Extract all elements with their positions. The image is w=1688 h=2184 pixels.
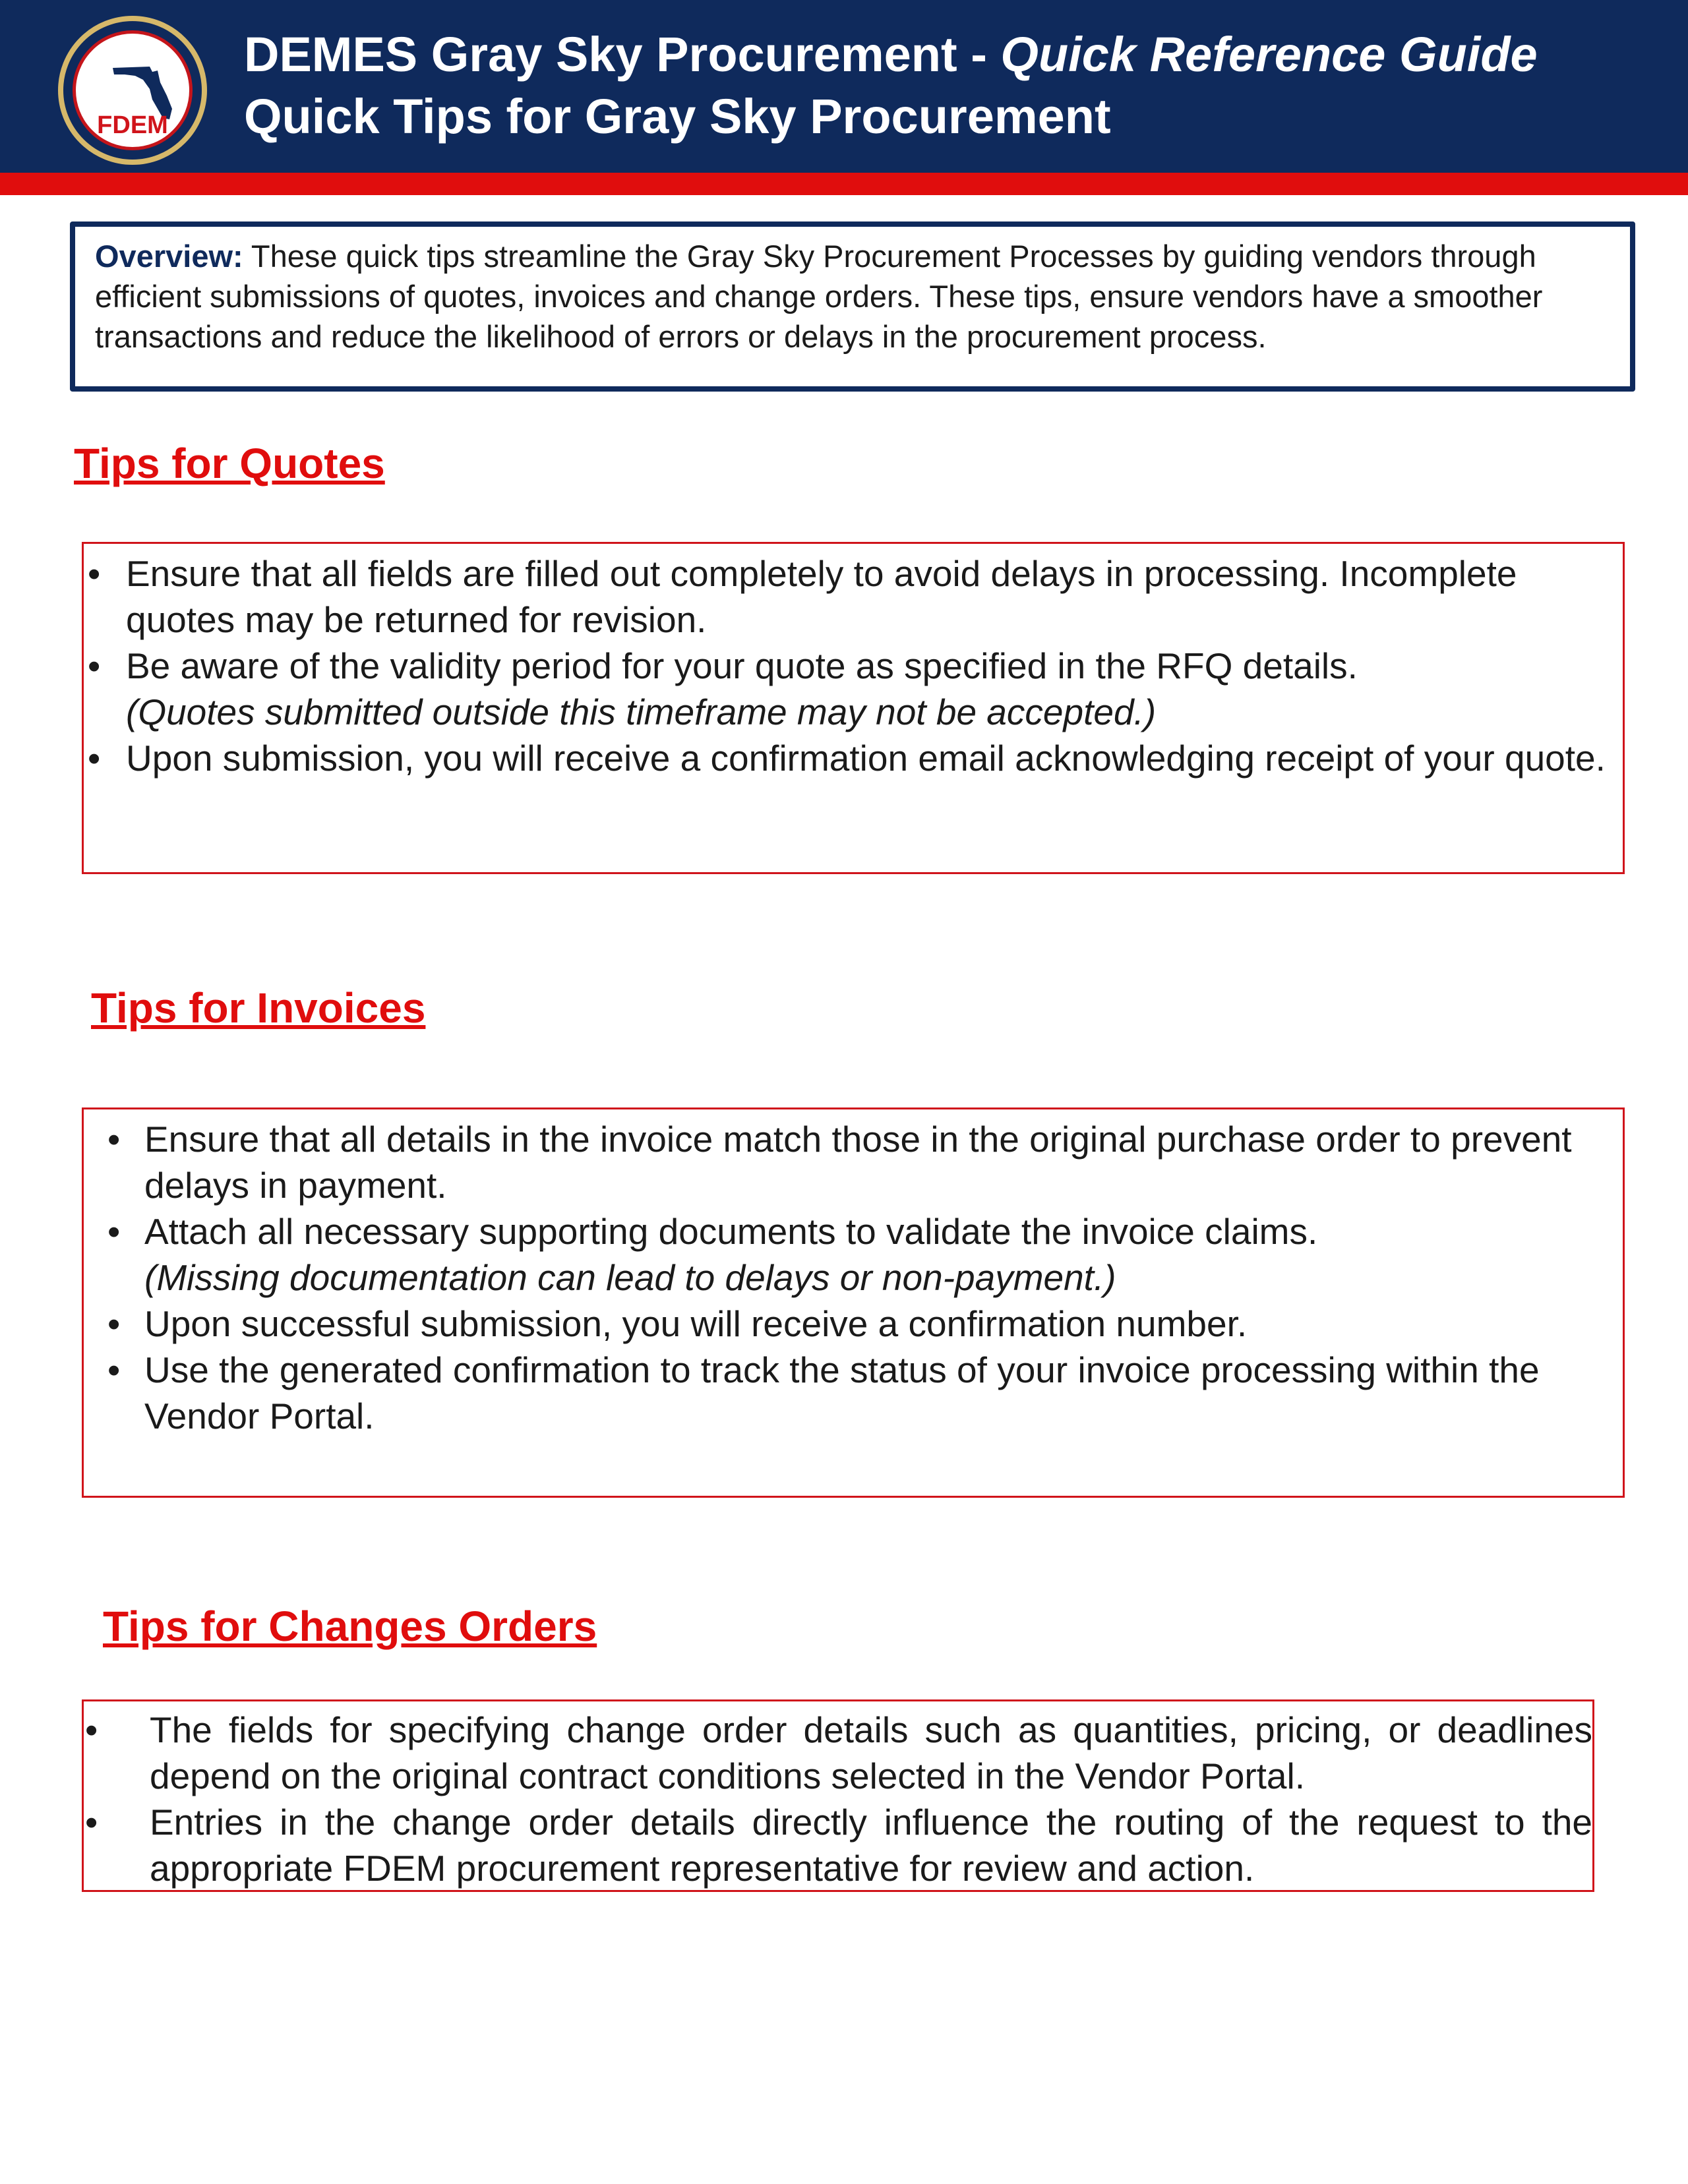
- list-item: • Upon submission, you will receive a confirmation email acknowledging receipt of your quote.: [88, 738, 1606, 779]
- page-subtitle: Quick Tips for Gray Sky Procurement: [244, 89, 1111, 144]
- change-order-tip-2: Entries in the change order details directly influence the routing of the request to the appropriate FDEM procurement representative for review and action.: [150, 1802, 1592, 1889]
- overview-box: [70, 221, 1635, 392]
- list-item: • Attach all necessary supporting documents to validate the invoice claims. (Missing documentation can lead to delays or non-payment.): [144, 1208, 1607, 1301]
- list-item: • Upon successful submission, you will receive a confirmation number.: [107, 1303, 1248, 1344]
- seal-logo-text: FDEM: [97, 111, 168, 139]
- header-banner: [0, 0, 1688, 173]
- title-italic: Quick Reference Guide: [1000, 27, 1538, 82]
- quote-tip-2: Be aware of the validity period for your quote as specified in the RFQ details.: [126, 645, 1358, 686]
- seal-ring: [73, 30, 193, 150]
- overview-text: These quick tips streamline the Gray Sky Procurement Processes by guiding vendors through efficient submissions of quotes, invoices and change orders. These tips, ensure vendors have a smoother transactions and reduce the likelihood of errors or delays in the procurement process.: [95, 239, 1543, 354]
- list-item: • Ensure that all details in the invoice match those in the original purchase order to prevent delays in payment.: [107, 1119, 1572, 1206]
- quotes-tips-box: [82, 542, 1625, 874]
- header-red-stripe: [0, 173, 1688, 195]
- overview-label: Overview:: [95, 239, 243, 274]
- invoice-tip-2-note: (Missing documentation can lead to delays or non-payment.): [144, 1257, 1116, 1298]
- invoice-tip-3: Upon successful submission, you will receive a confirmation number.: [144, 1303, 1248, 1344]
- list-item: • Use the generated confirmation to track the status of your invoice processing within the Vendor Portal.: [107, 1349, 1540, 1436]
- invoices-tips-list: [107, 1116, 1607, 1439]
- quote-tip-2-note: (Quotes submitted outside this timeframe may not be accepted.): [126, 692, 1157, 732]
- section-title-quotes: Tips for Quotes: [74, 440, 385, 487]
- fdem-seal-logo: [58, 16, 207, 165]
- page-title: [244, 26, 1538, 82]
- list-item: • Ensure that all fields are filled out completely to avoid delays in processing. Incomplete quotes may be returned for revision.: [88, 553, 1517, 640]
- invoice-tip-4: Use the generated confirmation to track the status of your invoice processing within the Vendor Portal.: [144, 1349, 1540, 1436]
- quotes-tips-list: [88, 550, 1607, 781]
- change-order-tip-1: The fields for specifying change order details such as quantities, pricing, or deadlines depend on the original contract conditions selected in the Vendor Portal.: [150, 1709, 1592, 1796]
- invoices-tips-box: [82, 1107, 1625, 1498]
- change-orders-tips-box: [82, 1699, 1594, 1892]
- quote-tip-3: Upon submission, you will receive a confirmation email acknowledging receipt of your quote.: [126, 738, 1606, 779]
- invoice-tip-2: Attach all necessary supporting documents to validate the invoice claims.: [144, 1211, 1318, 1252]
- title-main: DEMES Gray Sky Procurement -: [244, 27, 1001, 82]
- invoice-tip-1: Ensure that all details in the invoice match those in the original purchase order to prevent delays in payment.: [144, 1119, 1572, 1206]
- list-item: • Be aware of the validity period for your quote as specified in the RFQ details. (Quotes submitted outside this timeframe may not be accepted.): [126, 643, 1607, 735]
- section-title-change-orders: Tips for Changes Orders: [103, 1603, 597, 1650]
- section-title-invoices: Tips for Invoices: [91, 984, 426, 1032]
- change-orders-tips-list: [85, 1707, 1592, 1891]
- list-item: • Entries in the change order details directly influence the routing of the request to the appropriate FDEM procurement representative for review and action.: [85, 1802, 1592, 1889]
- quote-tip-1: Ensure that all fields are filled out completely to avoid delays in processing. Incomplete quotes may be returned for revision.: [126, 553, 1517, 640]
- list-item: • The fields for specifying change order details such as quantities, pricing, or deadlines depend on the original contract conditions selected in the Vendor Portal.: [85, 1709, 1592, 1796]
